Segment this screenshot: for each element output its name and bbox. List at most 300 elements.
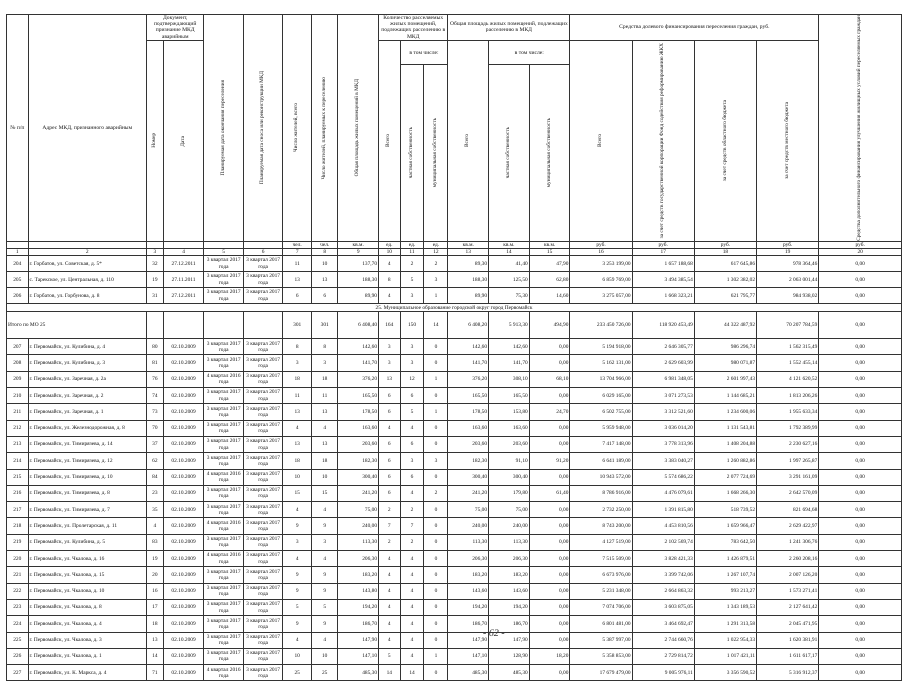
table-cell: 18 [283, 371, 312, 387]
table-cell: 2 732 250,00 [570, 502, 632, 518]
table-cell: 226 [7, 648, 29, 664]
table-cell: г. Первомайск, ул. Заречная, д. 1 [28, 404, 146, 420]
table-cell: г. Первомайск, ул. Чкалова, д. 10 [28, 583, 146, 599]
table-cell: 3 квартал 2017 года [204, 599, 243, 615]
header-rooms-incl: в том числе: [400, 40, 448, 65]
table-cell: 3 квартал 2017 года [204, 632, 243, 648]
column-numbers-row [7, 248, 902, 255]
table-cell: г. Первомайск, ул. Кулибина, д. 5 [28, 534, 146, 550]
table-cell: 11 [283, 388, 312, 404]
table-cell: 2 664 863,32 [632, 583, 694, 599]
table-cell: 1 343 189,53 [694, 599, 756, 615]
table-cell: 1 426 879,51 [694, 551, 756, 567]
table-cell: 3 [400, 339, 424, 355]
table-cell: 13 [146, 632, 163, 648]
table-row [7, 551, 902, 567]
table-cell: 4 [379, 616, 401, 632]
table-cell: 204 [7, 256, 29, 272]
table-cell: 2 230 627,16 [757, 436, 819, 452]
table-cell: 163,60 [338, 420, 379, 436]
table-cell: 178,50 [448, 404, 489, 420]
unit-cell [28, 241, 146, 248]
table-cell: 165,50 [448, 388, 489, 404]
table-cell: 125,50 [489, 272, 530, 288]
table-cell: г. Первомайск, ул. Кулибина, д. 3 [28, 355, 146, 371]
table-cell: 3 036 014,20 [632, 420, 694, 436]
table-cell: 7 074 706,00 [570, 599, 632, 615]
table-cell: 1 668 323,21 [632, 288, 694, 304]
table-cell: 18 [312, 371, 338, 387]
table-cell: 3 квартал 2017 года [243, 371, 282, 387]
table-cell: 986 296,74 [694, 339, 756, 355]
table-row [7, 485, 902, 501]
table-cell: 165,50 [338, 388, 379, 404]
table-cell: 4 [400, 616, 424, 632]
table-cell: 0,00 [819, 371, 902, 387]
table-cell: 31 [146, 288, 163, 304]
table-cell: 3 356 590,52 [694, 665, 756, 681]
table-cell: г. Горбатов, ул. Советская, д. 5* [28, 256, 146, 272]
table-cell: 10 [312, 469, 338, 485]
table-cell: 212 [7, 420, 29, 436]
relocation-table [6, 14, 902, 681]
table-cell: 1 017 421,11 [694, 648, 756, 664]
total-cell: 301 [283, 312, 312, 339]
table-cell: 0,00 [819, 420, 902, 436]
table-cell: 7 [379, 518, 401, 534]
units-row [7, 241, 902, 248]
table-row [7, 502, 902, 518]
table-cell: 113,30 [448, 534, 489, 550]
table-cell: 2 [400, 534, 424, 550]
unit-cell: кв.м. [489, 241, 530, 248]
table-cell: 221 [7, 567, 29, 583]
table-cell: 2 102 569,74 [632, 534, 694, 550]
table-cell: 1 391 815,80 [632, 502, 694, 518]
column-number-cell: 5 [204, 248, 243, 255]
table-cell: 6 801 481,00 [570, 616, 632, 632]
section-row [7, 304, 902, 312]
table-row [7, 355, 902, 371]
table-cell: 6 673 976,00 [570, 567, 632, 583]
table-cell: 0,00 [819, 485, 902, 501]
table-cell: 4 476 079,61 [632, 485, 694, 501]
unit-cell [7, 241, 29, 248]
table-row [7, 648, 902, 664]
table-cell: 75,00 [338, 502, 379, 518]
table-cell: 5 316 912,37 [757, 665, 819, 681]
table-cell: 6 [379, 453, 401, 469]
table-cell: 211 [7, 404, 29, 420]
table-cell: 3 квартал 2017 года [243, 502, 282, 518]
table-cell: 6 [312, 288, 338, 304]
table-cell: 0,00 [529, 436, 570, 452]
table-cell: 3 квартал 2017 года [243, 339, 282, 355]
table-cell: 4 [400, 551, 424, 567]
table-cell: 14 [379, 665, 401, 681]
table-cell: 3 квартал 2017 года [204, 648, 243, 664]
table-row [7, 272, 902, 288]
table-cell: 6 [379, 469, 401, 485]
table-cell: 19 [146, 272, 163, 288]
table-cell: 147,10 [338, 648, 379, 664]
table-cell: 179,80 [489, 485, 530, 501]
total-cell: 150 [400, 312, 424, 339]
table-cell: 3 071 273,53 [632, 388, 694, 404]
table-cell: 3 квартал 2017 года [204, 272, 243, 288]
column-number-cell: 16 [570, 248, 632, 255]
table-cell: 1 [424, 371, 448, 387]
table-cell: 223 [7, 599, 29, 615]
table-cell: 142,60 [338, 339, 379, 355]
table-cell: 10 [312, 256, 338, 272]
table-cell: 4 [400, 599, 424, 615]
table-row [7, 388, 902, 404]
table-header [7, 15, 902, 242]
table-cell: 300,40 [338, 469, 379, 485]
table-cell: 3 квартал 2017 года [243, 632, 282, 648]
table-row [7, 599, 902, 615]
table-cell: 02.10.2009 [163, 648, 204, 664]
table-cell: 10 [283, 648, 312, 664]
table-cell: 241,20 [338, 485, 379, 501]
table-cell: 9 [283, 518, 312, 534]
table-cell: 62,80 [529, 272, 570, 288]
table-cell: 137,70 [338, 256, 379, 272]
table-cell: 222 [7, 583, 29, 599]
column-number-cell: 15 [529, 248, 570, 255]
table-cell: 621 795,77 [694, 288, 756, 304]
column-number-cell: 17 [632, 248, 694, 255]
table-cell: 9 [312, 583, 338, 599]
table-cell: 3 [424, 453, 448, 469]
table-cell: 3 квартал 2017 года [243, 518, 282, 534]
table-cell: 0,00 [529, 502, 570, 518]
table-cell: 203,60 [338, 436, 379, 452]
table-cell: 5 959 948,00 [570, 420, 632, 436]
table-cell: 02.10.2009 [163, 485, 204, 501]
table-cell: 4 [283, 420, 312, 436]
table-cell: г. Горбатов, ул. Горбунова, д. 8 [28, 288, 146, 304]
table-cell: 89,90 [338, 288, 379, 304]
table-cell: 143,60 [448, 583, 489, 599]
table-cell: 9 005 976,11 [632, 665, 694, 681]
table-cell: г. Первомайск, ул. Чкалова, д. 16 [28, 551, 146, 567]
table-cell: 3 275 057,00 [570, 288, 632, 304]
table-cell: 3 603 875,05 [632, 599, 694, 615]
table-cell: 02.10.2009 [163, 371, 204, 387]
table-cell: 300,40 [489, 469, 530, 485]
table-cell: 194,20 [489, 599, 530, 615]
table-cell: 2 646 305,77 [632, 339, 694, 355]
table-cell: 0 [424, 502, 448, 518]
table-cell: 3 квартал 2017 года [243, 436, 282, 452]
table-cell: 5 [400, 272, 424, 288]
table-cell: 3 квартал 2017 года [204, 502, 243, 518]
table-cell: 5 358 853,00 [570, 648, 632, 664]
table-cell: 75,00 [448, 502, 489, 518]
total-cell: 164 [379, 312, 401, 339]
table-row [7, 453, 902, 469]
table-cell: 1 408 204,88 [694, 436, 756, 452]
unit-cell: кв.м. [338, 241, 379, 248]
table-cell: 3 квартал 2017 года [204, 534, 243, 550]
table-cell: г. Первомайск, ул. Железнодорожная, д. 8 [28, 420, 146, 436]
table-cell: 3 квартал 2017 года [243, 256, 282, 272]
table-cell: 0 [424, 388, 448, 404]
table-cell: 3 464 692,47 [632, 616, 694, 632]
column-number-cell: 12 [424, 248, 448, 255]
table-cell: г. Первомайск, ул. Тимирязева, д. 10 [28, 469, 146, 485]
table-cell: 1 241 306,76 [757, 534, 819, 550]
total-cell: 70 207 784,59 [757, 312, 819, 339]
table-cell: 4 квартал 2016 года [204, 665, 243, 681]
table-cell: 3 квартал 2017 года [243, 420, 282, 436]
table-cell: 17 [146, 599, 163, 615]
table-cell: 4 квартал 2016 года [204, 551, 243, 567]
table-cell: 207 [7, 339, 29, 355]
table-cell: 3 312 521,60 [632, 404, 694, 420]
header-planned-relocation: Планируемая дата окончания переселения [204, 15, 243, 242]
table-cell: 2 063 001,44 [757, 272, 819, 288]
table-cell: 83 [146, 534, 163, 550]
table-cell: 2 [400, 256, 424, 272]
table-cell: 5 [400, 404, 424, 420]
header-rooms-total: Всего [379, 40, 401, 241]
total-cell: 5 913,30 [489, 312, 530, 339]
table-cell: 4 [379, 632, 401, 648]
table-cell: 0,00 [819, 436, 902, 452]
table-cell: 3 494 385,54 [632, 272, 694, 288]
table-cell: 2 729 814,72 [632, 648, 694, 664]
table-cell: 3 квартал 2017 года [243, 599, 282, 615]
table-cell: 0,00 [529, 583, 570, 599]
table-cell: 80 [146, 339, 163, 355]
table-cell: 02.10.2009 [163, 518, 204, 534]
table-cell: 4 квартал 2016 года [204, 371, 243, 387]
table-cell: 0 [424, 436, 448, 452]
table-cell: 4 [312, 551, 338, 567]
table-cell: 485,30 [338, 665, 379, 681]
table-cell: 3 квартал 2017 года [243, 355, 282, 371]
table-cell: 91,10 [489, 453, 530, 469]
table-cell: 02.10.2009 [163, 534, 204, 550]
table-cell: 3 квартал 2017 года [243, 388, 282, 404]
table-cell: 4 квартал 2016 года [204, 518, 243, 534]
table-cell: 6 [400, 436, 424, 452]
table-cell: 186,70 [338, 616, 379, 632]
table-cell: 225 [7, 632, 29, 648]
column-number-cell: 18 [694, 248, 756, 255]
table-cell: 208 [7, 355, 29, 371]
table-cell: 308,10 [489, 371, 530, 387]
table-cell: 62 [146, 453, 163, 469]
table-row [7, 339, 902, 355]
table-cell: 376,20 [448, 371, 489, 387]
table-cell: 147,90 [448, 632, 489, 648]
table-cell: 02.10.2009 [163, 436, 204, 452]
table-cell: г. Первомайск, ул. Тимирязева, д. 8 [28, 485, 146, 501]
table-row [7, 534, 902, 550]
table-cell: 376,20 [338, 371, 379, 387]
table-cell: 3 квартал 2017 года [204, 485, 243, 501]
table-cell: 147,10 [448, 648, 489, 664]
table-cell: 203,60 [489, 436, 530, 452]
total-cell [204, 312, 243, 339]
column-number-cell: 13 [448, 248, 489, 255]
column-number-cell: 1 [7, 248, 29, 255]
table-cell: с. Тарекское, ул. Центральная, д. 110 [28, 272, 146, 288]
table-cell: 81 [146, 355, 163, 371]
table-cell: 0,00 [529, 616, 570, 632]
header-doc-num: Номер [146, 40, 163, 241]
unit-cell: кв.м. [529, 241, 570, 248]
table-cell: 163,60 [489, 420, 530, 436]
table-cell: 3 253 199,00 [570, 256, 632, 272]
table-cell: 147,90 [338, 632, 379, 648]
table-cell: 18,20 [529, 648, 570, 664]
table-row [7, 256, 902, 272]
table-cell: 4 квартал 2016 года [204, 469, 243, 485]
table-cell: 4 [379, 583, 401, 599]
table-cell: 2 [400, 502, 424, 518]
table-cell: 3 [424, 272, 448, 288]
table-cell: 84 [146, 469, 163, 485]
table-cell: 4 [283, 551, 312, 567]
table-cell: 0,00 [819, 404, 902, 420]
table-cell: 188,30 [338, 272, 379, 288]
table-cell: 1 131 543,81 [694, 420, 756, 436]
table-cell: 13 [283, 436, 312, 452]
table-cell: 240,00 [489, 518, 530, 534]
table-cell: 206,30 [448, 551, 489, 567]
table-cell: 1 260 882,86 [694, 453, 756, 469]
table-cell: 5 [379, 648, 401, 664]
table-cell: 2 [379, 502, 401, 518]
table-cell: 0,00 [819, 583, 902, 599]
column-number-cell: 11 [400, 248, 424, 255]
table-cell: 3 квартал 2017 года [243, 665, 282, 681]
table-cell: 4 [312, 502, 338, 518]
total-label: Итого по МО 25 [7, 312, 147, 339]
header-doc-date: Дата [163, 40, 204, 241]
table-cell: 41,40 [489, 256, 530, 272]
total-cell: 44 322 487,92 [694, 312, 756, 339]
unit-cell: руб. [819, 241, 902, 248]
table-cell: 4 453 810,56 [632, 518, 694, 534]
table-cell: 23 [146, 485, 163, 501]
table-cell: 6 981 348,05 [632, 371, 694, 387]
header-rooms-municipal: муниципальная собственность [424, 65, 448, 241]
table-cell: 10 [312, 648, 338, 664]
table-cell: 2 260 208,16 [757, 551, 819, 567]
table-cell: 02.10.2009 [163, 355, 204, 371]
table-cell: 6 [379, 404, 401, 420]
table-cell: 2 077 724,69 [694, 469, 756, 485]
table-cell: г. Первомайск, ул. Заречная, д. 2а [28, 371, 146, 387]
page-number: - 62 - [482, 628, 506, 639]
table-cell: 4 [312, 420, 338, 436]
table-cell: 1 611 617,17 [757, 648, 819, 664]
table-cell: 4 [379, 288, 401, 304]
table-cell: г. Первомайск, ул. Чкалова, д. 15 [28, 567, 146, 583]
table-cell: 71 [146, 665, 163, 681]
table-cell: 1 [424, 288, 448, 304]
table-cell: 984 938,02 [757, 288, 819, 304]
table-cell: 182,30 [338, 453, 379, 469]
table-cell: 980 071,87 [694, 355, 756, 371]
table-cell: 11 [312, 388, 338, 404]
table-cell: 0,00 [819, 616, 902, 632]
table-cell: 5 162 131,00 [570, 355, 632, 371]
unit-cell [146, 241, 163, 248]
table-cell: 163,60 [448, 420, 489, 436]
table-cell: 6 [400, 469, 424, 485]
table-row [7, 469, 902, 485]
unit-cell: руб. [757, 241, 819, 248]
table-cell: 7 [400, 518, 424, 534]
table-cell: 13 [312, 272, 338, 288]
table-cell: 1 291 313,58 [694, 616, 756, 632]
table-cell: 3 [312, 534, 338, 550]
table-cell: 0,00 [529, 551, 570, 567]
table-cell: г. Первомайск, ул. Кулибина, д. 4 [28, 339, 146, 355]
table-cell: 5 387 997,00 [570, 632, 632, 648]
header-area-private: частная собственность [489, 65, 530, 241]
table-cell: 0 [424, 632, 448, 648]
table-cell: 216 [7, 485, 29, 501]
total-cell [243, 312, 282, 339]
table-cell: 209 [7, 371, 29, 387]
table-cell: 0 [424, 518, 448, 534]
column-number-cell: 20 [819, 248, 902, 255]
table-cell: 12 [400, 371, 424, 387]
table-cell: г. Первомайск, ул. Тимирязева, д. 14 [28, 436, 146, 452]
table-cell: 2 [379, 534, 401, 550]
table-cell: 18 [283, 453, 312, 469]
table-cell: 0,00 [529, 420, 570, 436]
table-cell: г. Первомайск, ул. Тимирязева, д. 12 [28, 453, 146, 469]
table-cell: 182,30 [448, 453, 489, 469]
table-cell: 142,60 [489, 339, 530, 355]
table-cell: 02.10.2009 [163, 632, 204, 648]
section-title: 25. Муниципальное образование городской округ город Первомайск [7, 304, 902, 312]
table-cell: 0,00 [819, 551, 902, 567]
table-cell: 75,00 [489, 502, 530, 518]
table-cell: 8 [379, 272, 401, 288]
total-cell: 233 450 726,00 [570, 312, 632, 339]
table-cell: 5 231 348,00 [570, 583, 632, 599]
unit-cell: кв.м. [448, 241, 489, 248]
column-number-cell: 9 [338, 248, 379, 255]
table-cell: 3 [379, 339, 401, 355]
table-row [7, 436, 902, 452]
table-cell: 47,90 [529, 256, 570, 272]
table-cell: 0 [424, 665, 448, 681]
table-cell: 4 [400, 567, 424, 583]
table-row [7, 371, 902, 387]
table-cell: г. Первомайск, ул. К. Маркса, д. 4 [28, 665, 146, 681]
table-cell: 188,30 [448, 272, 489, 288]
table-cell: 27.11.2011 [163, 272, 204, 288]
column-number-cell: 6 [243, 248, 282, 255]
table-cell: 4 [400, 420, 424, 436]
table-cell: 2 [424, 485, 448, 501]
table-cell: 13 [379, 371, 401, 387]
table-cell: 0,00 [529, 534, 570, 550]
table-cell: 2 007 126,20 [757, 567, 819, 583]
table-cell: 3 квартал 2017 года [243, 272, 282, 288]
